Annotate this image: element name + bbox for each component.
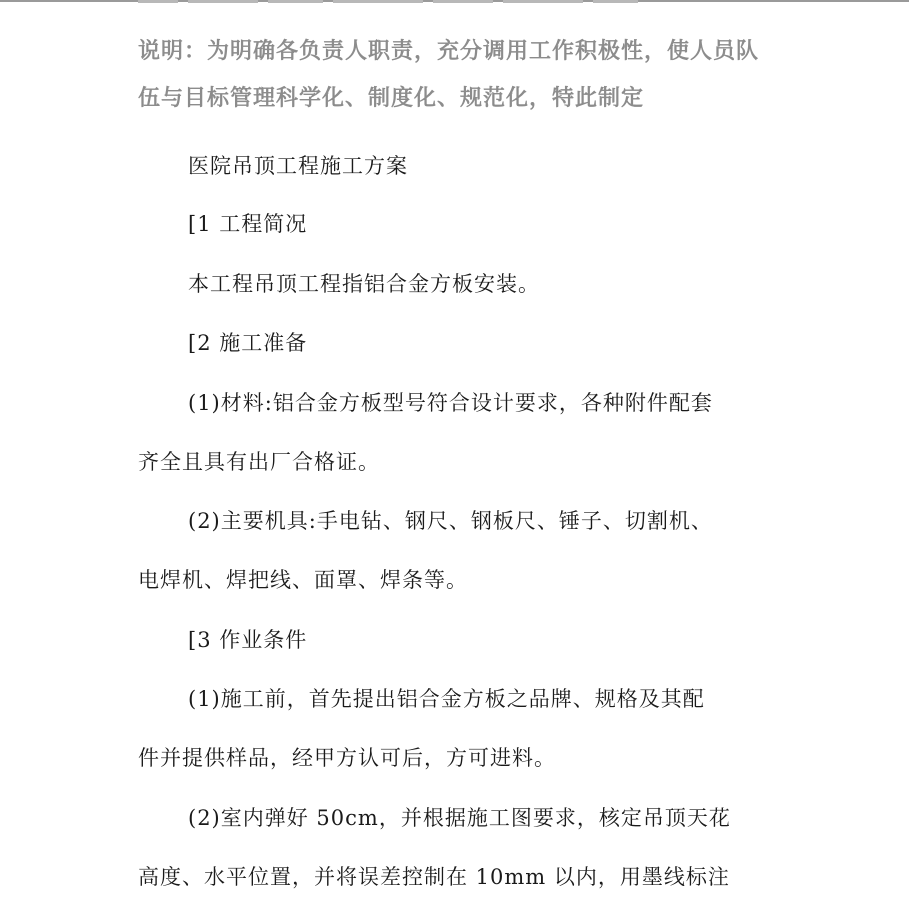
section-2-item-1-line-1: (1)材料:铝合金方板型号符合设计要求，各种附件配套 bbox=[188, 391, 713, 415]
section-1-heading: [1 工程简况 bbox=[188, 212, 308, 236]
note-paragraph: 说明：为明确各负责人职责，充分调用工作积极性，使人员队伍与目标管理科学化、制度化、规范化，特此制定 bbox=[138, 39, 760, 111]
section-3-item-1-line-1: (1)施工前，首先提出铝合金方板之品牌、规格及其配 bbox=[188, 687, 705, 711]
section-3-item-2-line-2: 高度、水平位置，并将误差控制在 10mm 以内，用墨线标注 bbox=[138, 865, 730, 889]
section-1-body: 本工程吊顶工程指铝合金方板安装。 bbox=[188, 272, 540, 296]
section-3-item-2-line-1: (2)室内弹好 50cm，并根据施工图要求，核定吊顶天花 bbox=[188, 806, 731, 830]
section-2-item-1-line-2: 齐全且具有出厂合格证。 bbox=[138, 450, 380, 474]
cropped-header-text bbox=[138, 0, 778, 4]
section-2-item-2-line-2: 电焊机、焊把线、面罩、焊条等。 bbox=[138, 568, 468, 592]
section-3-heading: [3 作业条件 bbox=[188, 628, 308, 652]
section-2-item-2-line-1: (2)主要机具:手电钻、钢尺、钢板尺、锤子、切割机、 bbox=[188, 509, 713, 533]
section-3-item-1-line-2: 件并提供样品，经甲方认可后，方可进料。 bbox=[138, 746, 556, 770]
document-title: 医院吊顶工程施工方案 bbox=[188, 154, 408, 178]
section-2-heading: [2 施工准备 bbox=[188, 331, 308, 355]
